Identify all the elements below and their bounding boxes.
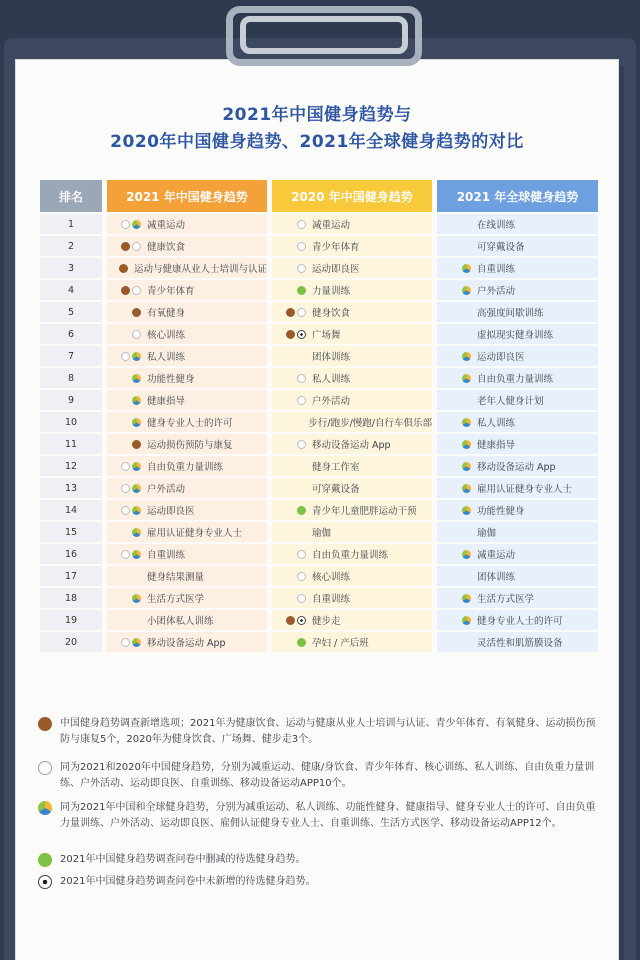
trend-label: 高强度间歇训练 (477, 308, 544, 319)
trend-label: 孕妇 / 产后班 (312, 638, 369, 649)
table-row (40, 412, 598, 432)
trend-label: 在线训练 (477, 220, 516, 231)
table-row (40, 632, 598, 652)
trend-label: 广场舞 (312, 330, 341, 341)
trend-label: 健身专业人士的许可 (147, 418, 233, 429)
white-ball-icon (121, 220, 130, 229)
brown-ball-icon (286, 616, 295, 625)
white-ball-icon (121, 506, 130, 515)
c3-cell (437, 434, 598, 454)
c2-cell (272, 280, 432, 300)
c2-cell (272, 522, 432, 542)
colorball-ball-icon (462, 506, 471, 515)
c1-cell (107, 258, 267, 278)
trend-label: 青少年体育 (312, 242, 360, 253)
rank-cell: 19 (40, 610, 102, 630)
legend-text: 2021年中国健身趋势调查问卷中未新增的待选健身趋势。 (60, 876, 316, 887)
c2-cell (272, 544, 432, 564)
brown-ball-icon (121, 242, 130, 251)
c2-cell (272, 214, 432, 234)
colorball-ball-icon (462, 374, 471, 383)
trend-label: 运动损伤预防与康复 (147, 440, 233, 451)
c3-cell (437, 280, 598, 300)
table-row (40, 544, 598, 564)
white-ball-icon (297, 572, 306, 581)
rank-cell: 6 (40, 324, 102, 344)
trend-label: 雇用认证健身专业人士 (147, 528, 243, 539)
trend-label: 雇用认证健身专业人士 (477, 484, 573, 495)
header-china-2020: 2020 年中国健身趋势 (272, 180, 432, 212)
rank-cell: 9 (40, 390, 102, 410)
white-ball-icon (132, 330, 141, 339)
colorball-ball-icon (462, 616, 471, 625)
rank-cell: 18 (40, 588, 102, 608)
rank-cell: 15 (40, 522, 102, 542)
clipboard-clip-inner (240, 16, 408, 54)
table-row (40, 258, 598, 278)
rank-cell: 14 (40, 500, 102, 520)
legend-text: 同为2021年中国和全球健身趋势，分别为减重运动、私人训练、功能性健身、健康指导、健身专业人士的许可、自由负重力量训练、户外活动、运动即良医、雇佣认证健身专业人士、自重训练、生活方式医学、移动设备运动APP12个。 (60, 802, 596, 829)
trend-label: 健康指导 (477, 440, 516, 451)
c3-cell (437, 522, 598, 542)
c2-cell (272, 368, 432, 388)
white-ball-icon (297, 242, 306, 251)
c3-cell (437, 346, 598, 366)
trend-label: 健康饮食 (147, 242, 186, 253)
white-ball-icon (121, 352, 130, 361)
c2-cell (272, 390, 432, 410)
trend-label: 运动与健康从业人士培训与认证 (133, 264, 267, 275)
c3-cell (437, 390, 598, 410)
trend-label: 户外活动 (312, 396, 351, 407)
colorball-ball-icon (132, 506, 141, 515)
white-ball-icon (132, 242, 141, 251)
c3-cell (437, 632, 598, 652)
c3-cell (437, 302, 598, 322)
table-row (40, 456, 598, 476)
c2-cell (272, 500, 432, 520)
legend-item (38, 760, 598, 792)
brown-ball-icon (119, 264, 128, 273)
colorball-ball-icon (132, 374, 141, 383)
brown-ball-icon (38, 717, 52, 731)
rank-cell: 7 (40, 346, 102, 366)
c3-cell (437, 258, 598, 278)
c1-cell (107, 588, 267, 608)
c3-cell (437, 588, 598, 608)
trend-label: 私人训练 (312, 374, 351, 385)
colorball-ball-icon (132, 396, 141, 405)
rank-cell: 16 (40, 544, 102, 564)
colorball-ball-icon (462, 286, 471, 295)
trend-label: 健身结果测量 (147, 572, 205, 583)
page-title-line2: 2020年中国健身趋势、2021年全球健身趋势的对比 (110, 132, 524, 152)
trend-label: 生活方式医学 (147, 594, 205, 605)
trend-label: 瑜伽 (312, 528, 332, 539)
trend-label: 健步走 (312, 616, 341, 627)
trend-label: 自由负重力量训练 (147, 462, 224, 473)
c1-cell (107, 456, 267, 476)
c2-cell (272, 236, 432, 256)
c1-cell (107, 478, 267, 498)
c1-cell (107, 390, 267, 410)
brown-ball-icon (132, 440, 141, 449)
table-row (40, 522, 598, 542)
soccer-ball-icon (297, 330, 306, 339)
colorball-ball-icon (462, 484, 471, 493)
trend-label: 自重训练 (147, 550, 186, 561)
rank-cell: 1 (40, 214, 102, 234)
trend-label: 老年人健身计划 (477, 396, 544, 407)
c1-cell (107, 214, 267, 234)
white-ball-icon (121, 484, 130, 493)
colorball-ball-icon (462, 550, 471, 559)
legend-text: 2021年中国健身趋势调查问卷中删减的待选健身趋势。 (60, 854, 306, 865)
page-title-line1: 2021年中国健身趋势与 (222, 105, 412, 125)
table-row (40, 368, 598, 388)
trend-label: 虚拟现实健身训练 (477, 330, 554, 341)
rank-cell: 13 (40, 478, 102, 498)
trend-label: 瑜伽 (477, 528, 497, 539)
colorball-ball-icon (38, 801, 52, 815)
white-ball-icon (297, 374, 306, 383)
green-ball-icon (297, 638, 306, 647)
rank-cell: 10 (40, 412, 102, 432)
trend-label: 小团体私人训练 (147, 616, 214, 627)
c1-cell (107, 544, 267, 564)
trend-label: 团体训练 (477, 572, 516, 583)
table-row (40, 346, 598, 366)
trend-label: 力量训练 (312, 286, 351, 297)
trend-label: 移动设备运动 App (312, 440, 391, 451)
brown-ball-icon (121, 286, 130, 295)
c1-cell (107, 632, 267, 652)
table-row (40, 566, 598, 586)
white-ball-icon (132, 286, 141, 295)
rank-cell: 5 (40, 302, 102, 322)
table-row (40, 610, 598, 630)
c2-cell (272, 258, 432, 278)
colorball-ball-icon (132, 594, 141, 603)
trend-label: 户外活动 (477, 286, 516, 297)
white-ball-icon (121, 462, 130, 471)
trend-label: 私人训练 (477, 418, 516, 429)
trend-label: 减重运动 (147, 220, 186, 231)
c3-cell (437, 610, 598, 630)
trend-label: 青少年体育 (147, 286, 195, 297)
rank-cell: 8 (40, 368, 102, 388)
c1-cell (107, 368, 267, 388)
trend-label: 减重运动 (477, 550, 516, 561)
trend-label: 健身工作室 (312, 462, 360, 473)
c2-cell (272, 456, 432, 476)
colorball-ball-icon (462, 418, 471, 427)
c3-cell (437, 368, 598, 388)
trend-label: 运动即良医 (312, 264, 360, 275)
green-ball-icon (38, 853, 52, 867)
soccer-ball-icon (38, 875, 52, 889)
trend-label: 移动设备运动 App (477, 462, 556, 473)
c1-cell (107, 236, 267, 256)
c1-cell (107, 346, 267, 366)
white-ball-icon (297, 264, 306, 273)
white-ball-icon (297, 440, 306, 449)
rank-cell: 2 (40, 236, 102, 256)
c3-cell (437, 500, 598, 520)
table-row (40, 588, 598, 608)
trend-label: 生活方式医学 (477, 594, 535, 605)
colorball-ball-icon (132, 418, 141, 427)
trend-label: 核心训练 (147, 330, 186, 341)
green-ball-icon (297, 506, 306, 515)
trend-label: 自重训练 (477, 264, 516, 275)
white-ball-icon (121, 550, 130, 559)
legend-text: 中国健身趋势调查新增选项；2021年为健康饮食、运动与健康从业人士培训与认证、青少年体育、有氧健身、运动损伤预防与康复5个，2020年为健身饮食、广场舞、健步走3个。 (60, 718, 596, 745)
header-china-2021: 2021 年中国健身趋势 (107, 180, 267, 212)
trend-label: 灵活性和肌筋膜设备 (477, 638, 563, 649)
colorball-ball-icon (132, 550, 141, 559)
legend-text: 同为2021和2020年中国健身趋势，分别为减重运动、健康/身饮食、青少年体育、核心训练、私人训练、自由负重力量训练、户外活动、运动即良医、自重训练、移动设备运动APP10个。 (60, 762, 595, 789)
trend-label: 自由负重力量训练 (477, 374, 554, 385)
trend-label: 可穿戴设备 (312, 484, 360, 495)
trend-label: 步行/跑步/慢跑/自行车俱乐部 (308, 418, 432, 429)
trend-label: 自由负重力量训练 (312, 550, 389, 561)
c2-cell (272, 566, 432, 586)
legend-item (38, 800, 598, 832)
trend-label: 减重运动 (312, 220, 351, 231)
c2-cell (272, 412, 432, 432)
c2-cell (272, 610, 432, 630)
c1-cell (107, 566, 267, 586)
colorball-ball-icon (462, 264, 471, 273)
legend-item (38, 852, 598, 868)
table-row (40, 478, 598, 498)
c1-cell (107, 610, 267, 630)
trend-label: 健身专业人士的许可 (477, 616, 563, 627)
white-ball-icon (297, 396, 306, 405)
colorball-ball-icon (462, 462, 471, 471)
colorball-ball-icon (462, 352, 471, 361)
c1-cell (107, 434, 267, 454)
green-ball-icon (297, 286, 306, 295)
table-row (40, 324, 598, 344)
trend-label: 私人训练 (147, 352, 186, 363)
table-row (40, 434, 598, 454)
trends-comparison-table (40, 178, 598, 654)
c2-cell (272, 302, 432, 322)
c2-cell (272, 346, 432, 366)
trend-label: 功能性健身 (147, 374, 195, 385)
c1-cell (107, 280, 267, 300)
soccer-ball-icon (297, 616, 306, 625)
trend-label: 可穿戴设备 (477, 242, 525, 253)
colorball-ball-icon (132, 352, 141, 361)
table-row (40, 236, 598, 256)
white-ball-icon (297, 594, 306, 603)
rank-cell: 3 (40, 258, 102, 278)
c3-cell (437, 566, 598, 586)
brown-ball-icon (132, 308, 141, 317)
header-global-2021: 2021 年全球健身趋势 (437, 180, 598, 212)
colorball-ball-icon (132, 484, 141, 493)
rank-cell: 12 (40, 456, 102, 476)
rank-cell: 17 (40, 566, 102, 586)
trend-label: 核心训练 (312, 572, 351, 583)
c1-cell (107, 522, 267, 542)
trend-label: 青少年儿童肥胖运动干预 (312, 506, 417, 517)
c1-cell (107, 324, 267, 344)
c2-cell (272, 632, 432, 652)
c1-cell (107, 412, 267, 432)
c2-cell (272, 478, 432, 498)
c1-cell (107, 302, 267, 322)
brown-ball-icon (286, 330, 295, 339)
legend-item (38, 874, 598, 890)
c2-cell (272, 588, 432, 608)
colorball-ball-icon (132, 220, 141, 229)
table-header-row (40, 180, 598, 212)
table-row (40, 302, 598, 322)
colorball-ball-icon (462, 594, 471, 603)
trend-label: 移动设备运动 App (147, 638, 226, 649)
rank-cell: 4 (40, 280, 102, 300)
trend-label: 运动即良医 (147, 506, 195, 517)
header-rank: 排名 (40, 180, 102, 212)
trend-label: 运动即良医 (477, 352, 525, 363)
white-ball-icon (297, 308, 306, 317)
c3-cell (437, 544, 598, 564)
c2-cell (272, 324, 432, 344)
c1-cell (107, 500, 267, 520)
trend-label: 有氧健身 (147, 308, 186, 319)
legend-item (38, 716, 598, 748)
rank-cell: 20 (40, 632, 102, 652)
trend-label: 健身饮食 (312, 308, 351, 319)
c3-cell (437, 214, 598, 234)
colorball-ball-icon (132, 528, 141, 537)
white-ball-icon (38, 761, 52, 775)
colorball-ball-icon (132, 462, 141, 471)
white-ball-icon (297, 550, 306, 559)
trend-label: 自重训练 (312, 594, 351, 605)
trend-label: 健康指导 (147, 396, 186, 407)
c3-cell (437, 412, 598, 432)
c3-cell (437, 478, 598, 498)
colorball-ball-icon (132, 638, 141, 647)
trend-label: 户外活动 (147, 484, 186, 495)
c3-cell (437, 324, 598, 344)
colorball-ball-icon (462, 440, 471, 449)
white-ball-icon (297, 220, 306, 229)
table-row (40, 280, 598, 300)
c2-cell (272, 434, 432, 454)
brown-ball-icon (286, 308, 295, 317)
white-ball-icon (121, 638, 130, 647)
table-row (40, 500, 598, 520)
c3-cell (437, 456, 598, 476)
table-row (40, 214, 598, 234)
rank-cell: 11 (40, 434, 102, 454)
c3-cell (437, 236, 598, 256)
trend-label: 功能性健身 (477, 506, 525, 517)
trend-label: 团体训练 (312, 352, 351, 363)
table-row (40, 390, 598, 410)
